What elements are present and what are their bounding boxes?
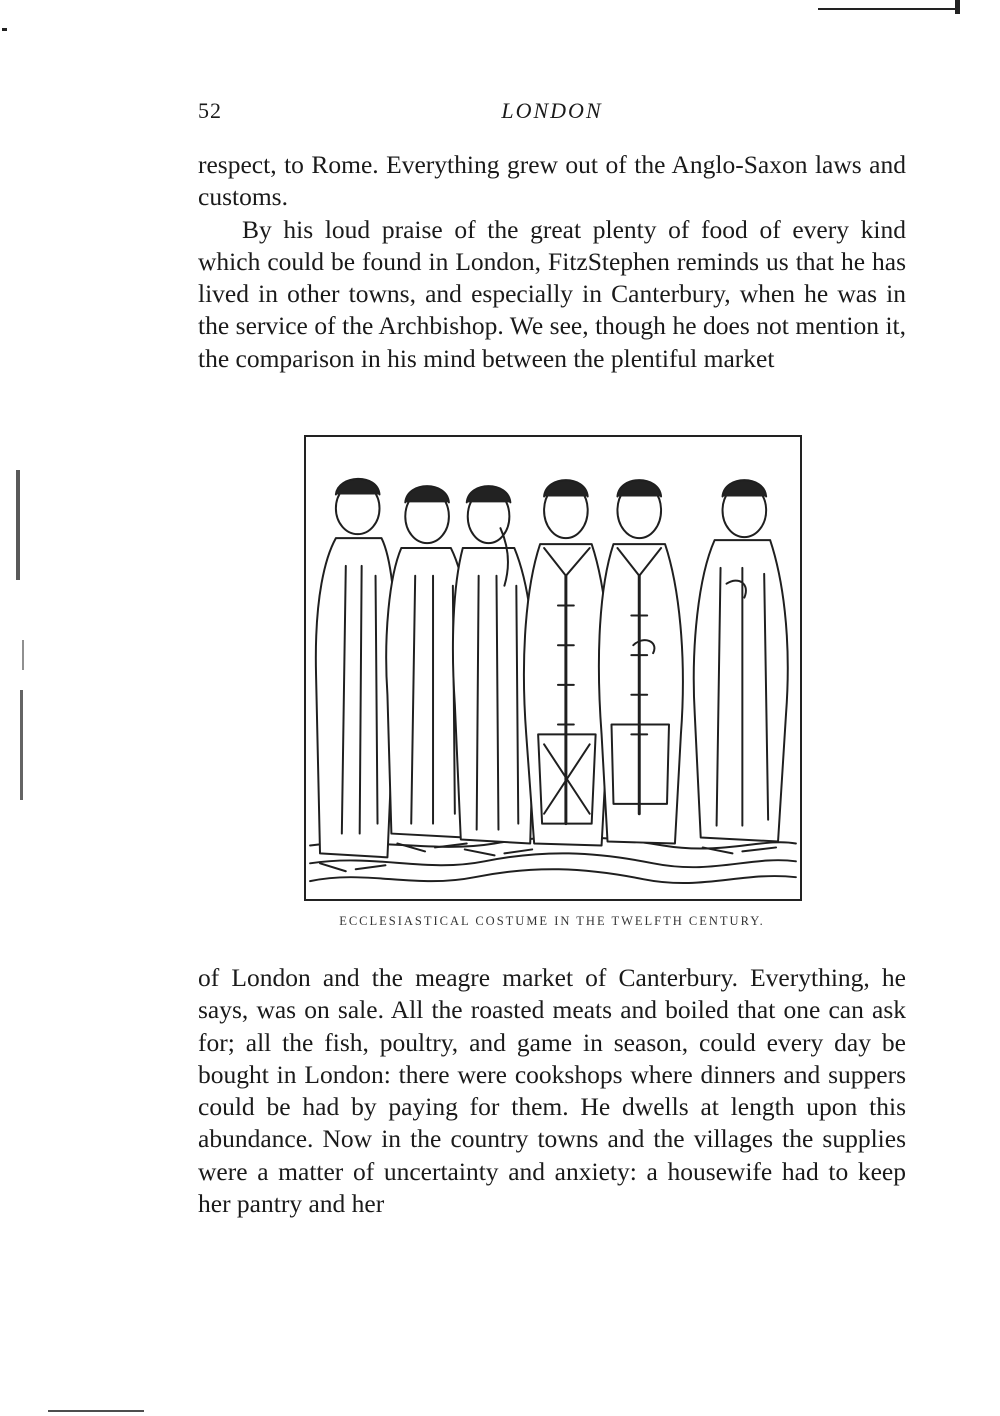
figure-caption: ECCLESIASTICAL COSTUME IN THE TWELFTH CENTURY. xyxy=(339,914,765,928)
engraving-six-clerics xyxy=(306,437,800,899)
cleric-figure xyxy=(453,486,535,855)
cleric-figure xyxy=(694,480,788,853)
scan-binding-shadow-2 xyxy=(20,690,23,800)
scan-binding-shadow-1 xyxy=(16,470,20,580)
paragraph: respect, to Rome. Everything grew out of the Anglo-Saxon laws and customs. xyxy=(198,150,906,212)
cleric-figure xyxy=(524,480,610,845)
running-head xyxy=(198,98,906,128)
scan-binding-shadow-3 xyxy=(22,640,24,670)
paragraph: By his loud praise of the great plenty of food of every kind which could be found in London, FitzStephen reminds us that he has lived in other towns, and especially in Canterbury, when he was in the service of the Archbishop. We see, though he does not mention it, the comparison in his mind between the plentiful market xyxy=(198,214,906,373)
running-title: LONDON xyxy=(501,98,603,123)
scan-edge-mark-right xyxy=(955,0,960,14)
scan-edge-line-bottom xyxy=(48,1410,144,1412)
illustration-ecclesiastical-costume xyxy=(304,435,802,901)
body-text-top xyxy=(198,149,906,375)
scan-dot-left xyxy=(2,28,7,31)
page-number: 52 xyxy=(198,98,222,123)
cleric-figure xyxy=(316,479,396,871)
ground-waves xyxy=(310,869,796,883)
body-text-bottom xyxy=(198,962,906,1220)
paragraph: of London and the meagre market of Canterbury. Everything, he says, was on sale. All the roasted meats and boiled that one can ask for; all the fish, poultry, and game in season, could every day be bought in London: there were cookshops where dinners and suppers could be had by paying for them. He dwells at length upon this abundance. Now in the country towns and the villages the supplies were a matter of uncertainty and anxiety: a housewife had to keep her pantry and her xyxy=(198,963,906,1219)
cleric-figure xyxy=(599,480,683,843)
scan-edge-line-top xyxy=(818,8,960,10)
